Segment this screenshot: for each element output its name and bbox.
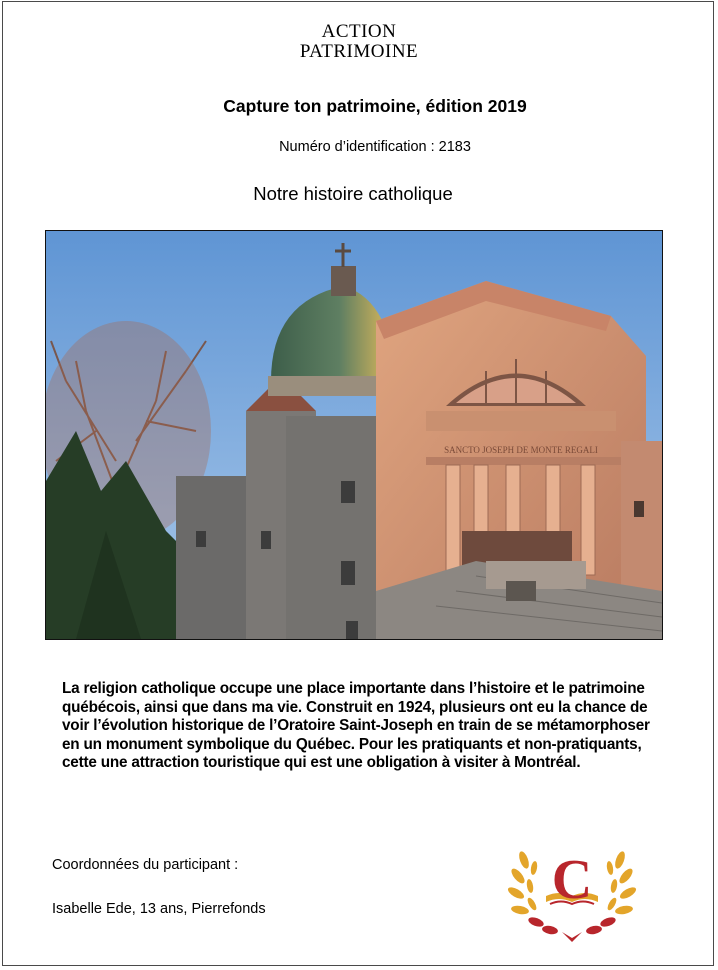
photo-description: La religion catholique occupe une place importante dans l’histoire et le patrimoine québécois, ainsi que dans ma vie. Construit en 1924, plusieurs ont eu la chance de voir l’évolution historique de l’Oratoire Saint-Joseph en train de se métamorphoser en un monument symbolique du Québec. Pour les pratiquants et non-pratiquants, cette une attraction touristique qui est une obligation à visiter à Montréal. [62,680,650,771]
identification-number: Numéro d’identification : 2183 [279,139,471,155]
photo-title: Notre histoire catholique [253,183,453,204]
logo-line-2: PATRIMOINE [299,41,419,62]
contest-title: Capture ton patrimoine, édition 2019 [223,96,527,116]
logo-line-1: ACTION [321,21,397,42]
emblem-letter: C [551,849,593,911]
laurel-emblem-logo [506,838,638,944]
action-patrimoine-logo [0,22,718,62]
facade-inscription: SANCTO JOSEPH DE MONTE REGALI [444,445,598,455]
contact-label: Coordonnées du participant : [52,857,239,873]
oratory-illustration [46,231,662,639]
oratory-photo [45,230,663,640]
laurel-wreath-icon [506,838,638,944]
participant-info: Isabelle Ede, 13 ans, Pierrefonds [52,901,266,917]
